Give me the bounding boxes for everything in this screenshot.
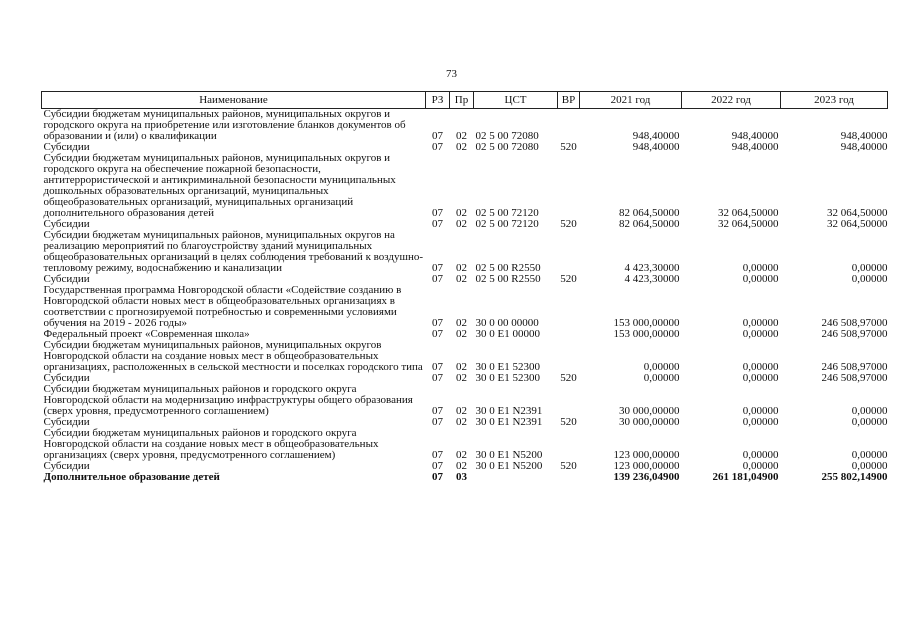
cell-rz: 07	[432, 460, 443, 472]
cell-rz: 07	[432, 449, 443, 461]
cell-rz: 07	[432, 416, 443, 428]
header-pr: Пр	[450, 92, 474, 109]
cell-2022: 32 064,50000	[718, 207, 779, 219]
cell-2023: 246 508,97000	[821, 361, 888, 373]
table-body	[42, 109, 888, 484]
cell-name: Субсидии бюджетам муниципальных районов, муниципальных округов на реализацию мероприятий по благоустройству зданий муниципальных общеобразовательных организаций в целях соблюдения требований к воздушно-тепловому режиму, водоснабжению и канализации	[43, 229, 424, 274]
cell-2021: 4 423,30000	[624, 262, 680, 274]
cell-rz: 07	[432, 471, 443, 483]
cell-vr: 520	[560, 273, 577, 285]
header-2022: 2022 год	[682, 92, 781, 109]
cell-vr	[558, 153, 580, 219]
cell-cst: 02 5 00 72080	[475, 130, 539, 142]
cell-pr: 02	[456, 207, 467, 219]
cell-2022: 0,00000	[742, 416, 779, 428]
cell-vr	[558, 472, 580, 483]
cell-name: Дополнительное образование детей	[43, 471, 220, 483]
cell-2023: 948,40000	[840, 141, 888, 153]
cell-cst: 30 0 E1 N2391	[475, 405, 543, 417]
cell-2022: 0,00000	[742, 449, 779, 461]
cell-cst: 30 0 E1 00000	[475, 328, 540, 340]
cell-2023: 0,00000	[851, 262, 888, 274]
cell-rz: 07	[432, 317, 443, 329]
cell-2023: 246 508,97000	[821, 317, 888, 329]
cell-cst: 02 5 00 72120	[475, 218, 539, 230]
cell-2023: 32 064,50000	[827, 218, 888, 230]
header-2021: 2021 год	[580, 92, 682, 109]
cell-2021: 139 236,04900	[613, 471, 680, 483]
cell-cst: 30 0 E1 52300	[475, 361, 540, 373]
cell-name: Субсидии	[43, 460, 90, 472]
table-row	[42, 153, 888, 219]
cell-2022: 0,00000	[742, 317, 779, 329]
cell-pr: 02	[456, 361, 467, 373]
cell-vr: 520	[560, 218, 577, 230]
cell-name: Субсидии	[43, 416, 90, 428]
cell-cst: 30 0 E1 N2391	[475, 416, 543, 428]
cell-rz: 07	[432, 328, 443, 340]
cell-2022: 0,00000	[742, 405, 779, 417]
cell-2021: 153 000,00000	[613, 328, 680, 340]
cell-pr: 02	[456, 328, 467, 340]
cell-rz: 07	[432, 141, 443, 153]
cell-2021: 4 423,30000	[624, 273, 680, 285]
cell-pr: 02	[456, 273, 467, 285]
cell-name: Субсидии	[43, 218, 90, 230]
cell-2022: 0,00000	[742, 273, 779, 285]
cell-cst: 02 5 00 72120	[475, 207, 539, 219]
cell-name: Субсидии	[43, 141, 90, 153]
cell-2023: 0,00000	[851, 273, 888, 285]
cell-2023: 246 508,97000	[821, 372, 888, 384]
cell-pr: 02	[456, 218, 467, 230]
table-row	[42, 230, 888, 274]
cell-vr: 520	[560, 416, 577, 428]
table-row	[42, 384, 888, 417]
cell-pr: 02	[456, 449, 467, 461]
header-2023: 2023 год	[781, 92, 888, 109]
cell-2021: 30 000,00000	[619, 416, 680, 428]
cell-name: Субсидии бюджетам муниципальных районов, муниципальных округов и городского округа на приобретение или изготовление бланков документов об образовании и (или) о квалификации	[43, 108, 406, 142]
cell-pr: 02	[456, 262, 467, 274]
cell-cst: 30 0 00 00000	[475, 317, 539, 329]
cell-cst: 02 5 00 R2550	[475, 262, 541, 274]
cell-rz: 07	[432, 262, 443, 274]
cell-2023: 32 064,50000	[827, 207, 888, 219]
cell-2021: 123 000,00000	[613, 449, 680, 461]
cell-2022: 948,40000	[731, 130, 779, 142]
cell-2021: 123 000,00000	[613, 460, 680, 472]
cell-name: Субсидии	[43, 273, 90, 285]
cell-rz: 07	[432, 218, 443, 230]
cell-pr: 02	[456, 460, 467, 472]
cell-2022: 0,00000	[742, 460, 779, 472]
cell-2023: 948,40000	[840, 130, 888, 142]
cell-2021: 0,00000	[643, 361, 680, 373]
cell-2022: 0,00000	[742, 328, 779, 340]
cell-rz: 07	[432, 273, 443, 285]
header-name: Наименование	[42, 92, 426, 109]
cell-cst: 02 5 00 R2550	[475, 273, 541, 285]
budget-table	[41, 91, 888, 483]
table-header-row	[42, 92, 888, 109]
cell-name: Государственная программа Новгородской области «Содействие созданию в Новгородской области новых мест в общеобразовательных организациях в соответствии с прогнозируемой потребностью и современными условиями обучения на 2019 - 2026 годы»	[43, 284, 402, 329]
cell-vr	[558, 230, 580, 274]
table-row	[42, 285, 888, 329]
cell-2021: 948,40000	[632, 141, 680, 153]
header-rz: РЗ	[426, 92, 450, 109]
cell-vr: 520	[560, 141, 577, 153]
cell-name: Субсидии бюджетам муниципальных районов и городского округа Новгородской области на создание новых мест в общеобразовательных организациях (сверх уровня, предусмотренного соглашением)	[43, 427, 379, 461]
header-vr: ВР	[558, 92, 580, 109]
cell-pr: 02	[456, 416, 467, 428]
cell-cst: 30 0 E1 52300	[475, 372, 540, 384]
cell-vr	[558, 384, 580, 417]
cell-vr	[558, 109, 580, 143]
table-row	[42, 340, 888, 373]
cell-2022: 0,00000	[742, 372, 779, 384]
cell-vr	[558, 340, 580, 373]
cell-vr	[558, 285, 580, 329]
table-row	[42, 428, 888, 461]
cell-vr: 520	[560, 372, 577, 384]
cell-pr: 02	[456, 130, 467, 142]
cell-pr: 03	[456, 471, 467, 483]
cell-vr	[558, 428, 580, 461]
cell-rz: 07	[432, 372, 443, 384]
page-number: 73	[446, 68, 457, 80]
cell-2021: 82 064,50000	[619, 218, 680, 230]
cell-2021: 0,00000	[643, 372, 680, 384]
cell-rz: 07	[432, 207, 443, 219]
cell-pr: 02	[456, 405, 467, 417]
cell-rz: 07	[432, 361, 443, 373]
table-row	[42, 472, 888, 483]
cell-cst: 02 5 00 72080	[475, 141, 539, 153]
cell-2021: 948,40000	[632, 130, 680, 142]
cell-2022: 948,40000	[731, 141, 779, 153]
cell-name: Субсидии бюджетам муниципальных районов, муниципальных округов и городского округа на обеспечение пожарной безопасности, антитеррористической и антикриминальной безопасности муниципальных дошкольных образовательных организаций, муниципальных общеобразовательных организаций, муниципальных организаций дополнительного образования детей	[43, 152, 396, 219]
cell-name: Субсидии бюджетам муниципальных районов, муниципальных округов Новгородской области на создание новых мест в общеобразовательных организациях, расположенных в сельской местности и поселках городского типа	[43, 339, 423, 373]
cell-name: Субсидии	[43, 372, 90, 384]
cell-pr: 02	[456, 372, 467, 384]
cell-2021: 30 000,00000	[619, 405, 680, 417]
cell-rz: 07	[432, 130, 443, 142]
cell-2023: 0,00000	[851, 416, 888, 428]
cell-2022: 0,00000	[742, 262, 779, 274]
cell-2022: 32 064,50000	[718, 218, 779, 230]
cell-2023: 0,00000	[851, 449, 888, 461]
cell-2022: 0,00000	[742, 361, 779, 373]
cell-2023: 0,00000	[851, 405, 888, 417]
cell-2022: 261 181,04900	[712, 471, 779, 483]
cell-vr: 520	[560, 460, 577, 472]
cell-name: Субсидии бюджетам муниципальных районов и городского округа Новгородской области на модернизацию инфраструктуры общего образования (сверх уровня, предусмотренного соглашением)	[43, 383, 413, 417]
cell-2023: 246 508,97000	[821, 328, 888, 340]
cell-2023: 0,00000	[851, 460, 888, 472]
cell-cst: 30 0 E1 N5200	[475, 449, 543, 461]
cell-2021: 82 064,50000	[619, 207, 680, 219]
cell-pr: 02	[456, 317, 467, 329]
cell-rz: 07	[432, 405, 443, 417]
cell-vr	[558, 329, 580, 340]
cell-2021: 153 000,00000	[613, 317, 680, 329]
cell-2023: 255 802,14900	[821, 471, 888, 483]
cell-cst	[474, 472, 558, 483]
table-row	[42, 109, 888, 143]
cell-cst: 30 0 E1 N5200	[475, 460, 543, 472]
cell-name: Федеральный проект «Современная школа»	[43, 328, 250, 340]
cell-pr: 02	[456, 141, 467, 153]
header-cst: ЦСТ	[474, 92, 558, 109]
